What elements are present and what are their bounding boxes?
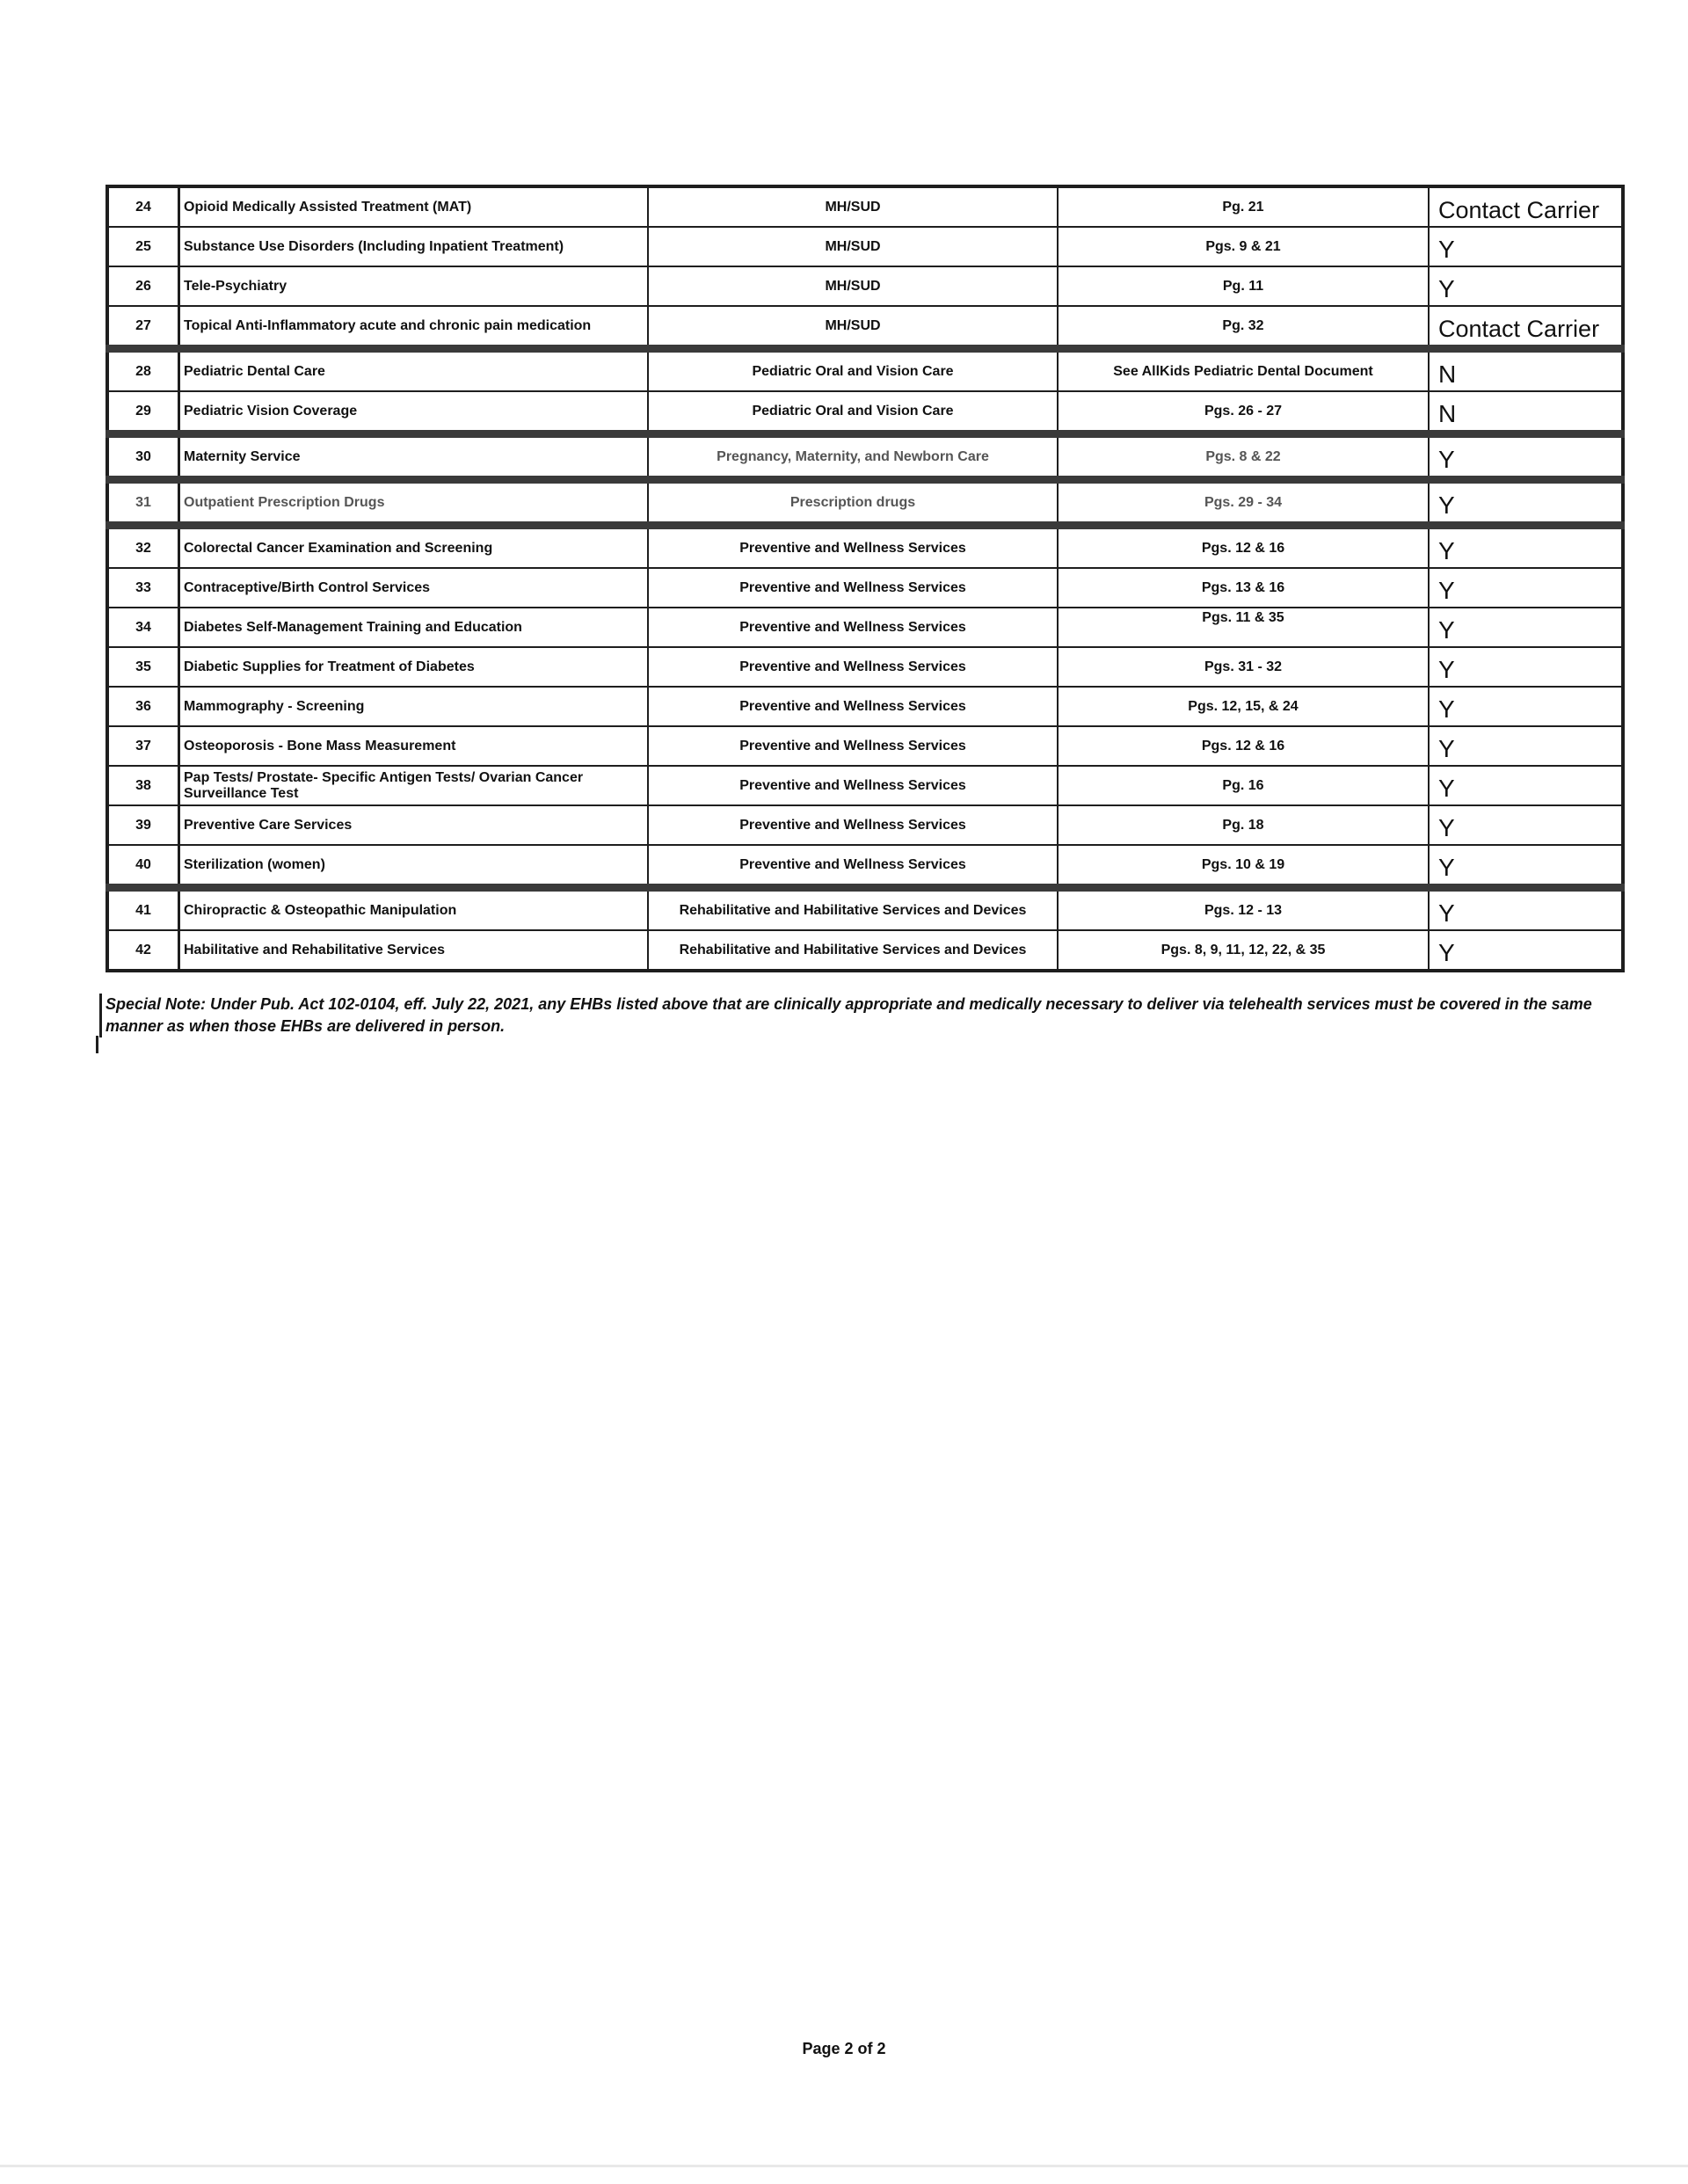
row-number: 25 <box>107 227 179 266</box>
benefit-name: Topical Anti-Inflammatory acute and chronic pain medication <box>179 306 649 349</box>
row-number: 37 <box>107 726 179 766</box>
benefit-name: Tele-Psychiatry <box>179 266 649 306</box>
row-number: 30 <box>107 434 179 480</box>
benefit-name: Colorectal Cancer Examination and Screening <box>179 526 649 569</box>
table-row <box>107 608 1623 647</box>
page-reference: Pgs. 12 - 13 <box>1058 888 1429 931</box>
benefit-category: Preventive and Wellness Services <box>648 526 1058 569</box>
special-note: Special Note: Under Pub. Act 102-0104, eff. July 22, 2021, any EHBs listed above that are clinically appropriate and medically necessary to deliver via telehealth services must be covered in the same manner as when those EHBs are delivered in person. <box>99 994 1631 1037</box>
table-row <box>107 845 1623 888</box>
ehb-table <box>106 185 1625 972</box>
row-number: 40 <box>107 845 179 888</box>
page-reference: Pg. 32 <box>1058 306 1429 349</box>
benefit-category: MH/SUD <box>648 306 1058 349</box>
benefit-name: Diabetic Supplies for Treatment of Diabetes <box>179 647 649 687</box>
benefit-category: Preventive and Wellness Services <box>648 647 1058 687</box>
page-reference: Pgs. 13 & 16 <box>1058 568 1429 608</box>
benefit-category: Preventive and Wellness Services <box>648 726 1058 766</box>
coverage-value: Y <box>1429 227 1623 266</box>
row-number: 35 <box>107 647 179 687</box>
page-reference: Pgs. 26 - 27 <box>1058 391 1429 434</box>
table-row <box>107 766 1623 805</box>
coverage-value: Y <box>1429 845 1623 888</box>
row-number: 39 <box>107 805 179 845</box>
coverage-value: Y <box>1429 805 1623 845</box>
table-row <box>107 930 1623 971</box>
coverage-value: N <box>1429 349 1623 392</box>
coverage-value: Y <box>1429 568 1623 608</box>
row-number: 38 <box>107 766 179 805</box>
page-reference: Pgs. 8, 9, 11, 12, 22, & 35 <box>1058 930 1429 971</box>
row-number: 26 <box>107 266 179 306</box>
benefit-category: Preventive and Wellness Services <box>648 608 1058 647</box>
table-row <box>107 726 1623 766</box>
page-reference: Pgs. 31 - 32 <box>1058 647 1429 687</box>
row-number: 34 <box>107 608 179 647</box>
table-row <box>107 306 1623 349</box>
table-row <box>107 687 1623 726</box>
page-reference: Pgs. 8 & 22 <box>1058 434 1429 480</box>
coverage-value: Contact Carrier <box>1429 186 1623 227</box>
benefit-name: Maternity Service <box>179 434 649 480</box>
page-reference: Pgs. 9 & 21 <box>1058 227 1429 266</box>
benefit-category: Pediatric Oral and Vision Care <box>648 391 1058 434</box>
benefit-name: Pap Tests/ Prostate- Specific Antigen Tests/ Ovarian Cancer Surveillance Test <box>179 766 649 805</box>
benefit-category: MH/SUD <box>648 186 1058 227</box>
coverage-value: Y <box>1429 608 1623 647</box>
row-number: 24 <box>107 186 179 227</box>
table-row <box>107 349 1623 392</box>
page-reference: Pgs. 10 & 19 <box>1058 845 1429 888</box>
row-number: 28 <box>107 349 179 392</box>
benefit-name: Osteoporosis - Bone Mass Measurement <box>179 726 649 766</box>
table-row <box>107 805 1623 845</box>
benefit-name: Opioid Medically Assisted Treatment (MAT) <box>179 186 649 227</box>
coverage-value: Y <box>1429 266 1623 306</box>
benefit-category: Preventive and Wellness Services <box>648 805 1058 845</box>
row-number: 29 <box>107 391 179 434</box>
coverage-value: N <box>1429 391 1623 434</box>
table-row <box>107 568 1623 608</box>
page-reference: Pgs. 11 & 35 <box>1058 608 1429 647</box>
coverage-value: Y <box>1429 888 1623 931</box>
coverage-value: Y <box>1429 647 1623 687</box>
coverage-value: Y <box>1429 434 1623 480</box>
benefit-name: Preventive Care Services <box>179 805 649 845</box>
row-number: 41 <box>107 888 179 931</box>
row-number: 31 <box>107 480 179 526</box>
row-number: 32 <box>107 526 179 569</box>
coverage-value: Y <box>1429 480 1623 526</box>
table-row <box>107 480 1623 526</box>
scan-edge-line <box>0 2165 1688 2167</box>
row-number: 42 <box>107 930 179 971</box>
coverage-value: Y <box>1429 687 1623 726</box>
page-reference: See AllKids Pediatric Dental Document <box>1058 349 1429 392</box>
coverage-value: Y <box>1429 766 1623 805</box>
row-number: 36 <box>107 687 179 726</box>
benefit-name: Habilitative and Rehabilitative Services <box>179 930 649 971</box>
table-row <box>107 526 1623 569</box>
table-row <box>107 888 1623 931</box>
page-reference: Pg. 16 <box>1058 766 1429 805</box>
benefit-category: Pregnancy, Maternity, and Newborn Care <box>648 434 1058 480</box>
benefit-name: Contraceptive/Birth Control Services <box>179 568 649 608</box>
benefit-name: Chiropractic & Osteopathic Manipulation <box>179 888 649 931</box>
benefit-name: Pediatric Dental Care <box>179 349 649 392</box>
benefit-name: Outpatient Prescription Drugs <box>179 480 649 526</box>
benefit-name: Sterilization (women) <box>179 845 649 888</box>
benefit-name: Substance Use Disorders (Including Inpatient Treatment) <box>179 227 649 266</box>
page-reference: Pgs. 12 & 16 <box>1058 526 1429 569</box>
table-row <box>107 227 1623 266</box>
note-margin-mark <box>96 1036 98 1053</box>
table-row <box>107 434 1623 480</box>
benefit-category: MH/SUD <box>648 227 1058 266</box>
page-number: Page 2 of 2 <box>802 2040 886 2057</box>
benefit-category: Rehabilitative and Habilitative Services and Devices <box>648 930 1058 971</box>
benefit-name: Mammography - Screening <box>179 687 649 726</box>
coverage-value: Y <box>1429 930 1623 971</box>
coverage-value: Y <box>1429 726 1623 766</box>
page-reference: Pgs. 29 - 34 <box>1058 480 1429 526</box>
page-reference: Pg. 18 <box>1058 805 1429 845</box>
row-number: 27 <box>107 306 179 349</box>
coverage-value: Contact Carrier <box>1429 306 1623 349</box>
benefit-category: Preventive and Wellness Services <box>648 568 1058 608</box>
table-row <box>107 647 1623 687</box>
benefit-category: MH/SUD <box>648 266 1058 306</box>
coverage-value: Y <box>1429 526 1623 569</box>
table-row <box>107 186 1623 227</box>
page-reference: Pg. 11 <box>1058 266 1429 306</box>
benefit-category: Preventive and Wellness Services <box>648 766 1058 805</box>
page-reference: Pgs. 12, 15, & 24 <box>1058 687 1429 726</box>
benefit-name: Diabetes Self-Management Training and Education <box>179 608 649 647</box>
benefit-name: Pediatric Vision Coverage <box>179 391 649 434</box>
page-reference: Pg. 21 <box>1058 186 1429 227</box>
benefit-category: Pediatric Oral and Vision Care <box>648 349 1058 392</box>
benefit-category: Preventive and Wellness Services <box>648 845 1058 888</box>
table-row <box>107 391 1623 434</box>
benefit-category: Rehabilitative and Habilitative Services and Devices <box>648 888 1058 931</box>
row-number: 33 <box>107 568 179 608</box>
page-reference: Pgs. 12 & 16 <box>1058 726 1429 766</box>
table-row <box>107 266 1623 306</box>
benefit-category: Preventive and Wellness Services <box>648 687 1058 726</box>
benefit-category: Prescription drugs <box>648 480 1058 526</box>
